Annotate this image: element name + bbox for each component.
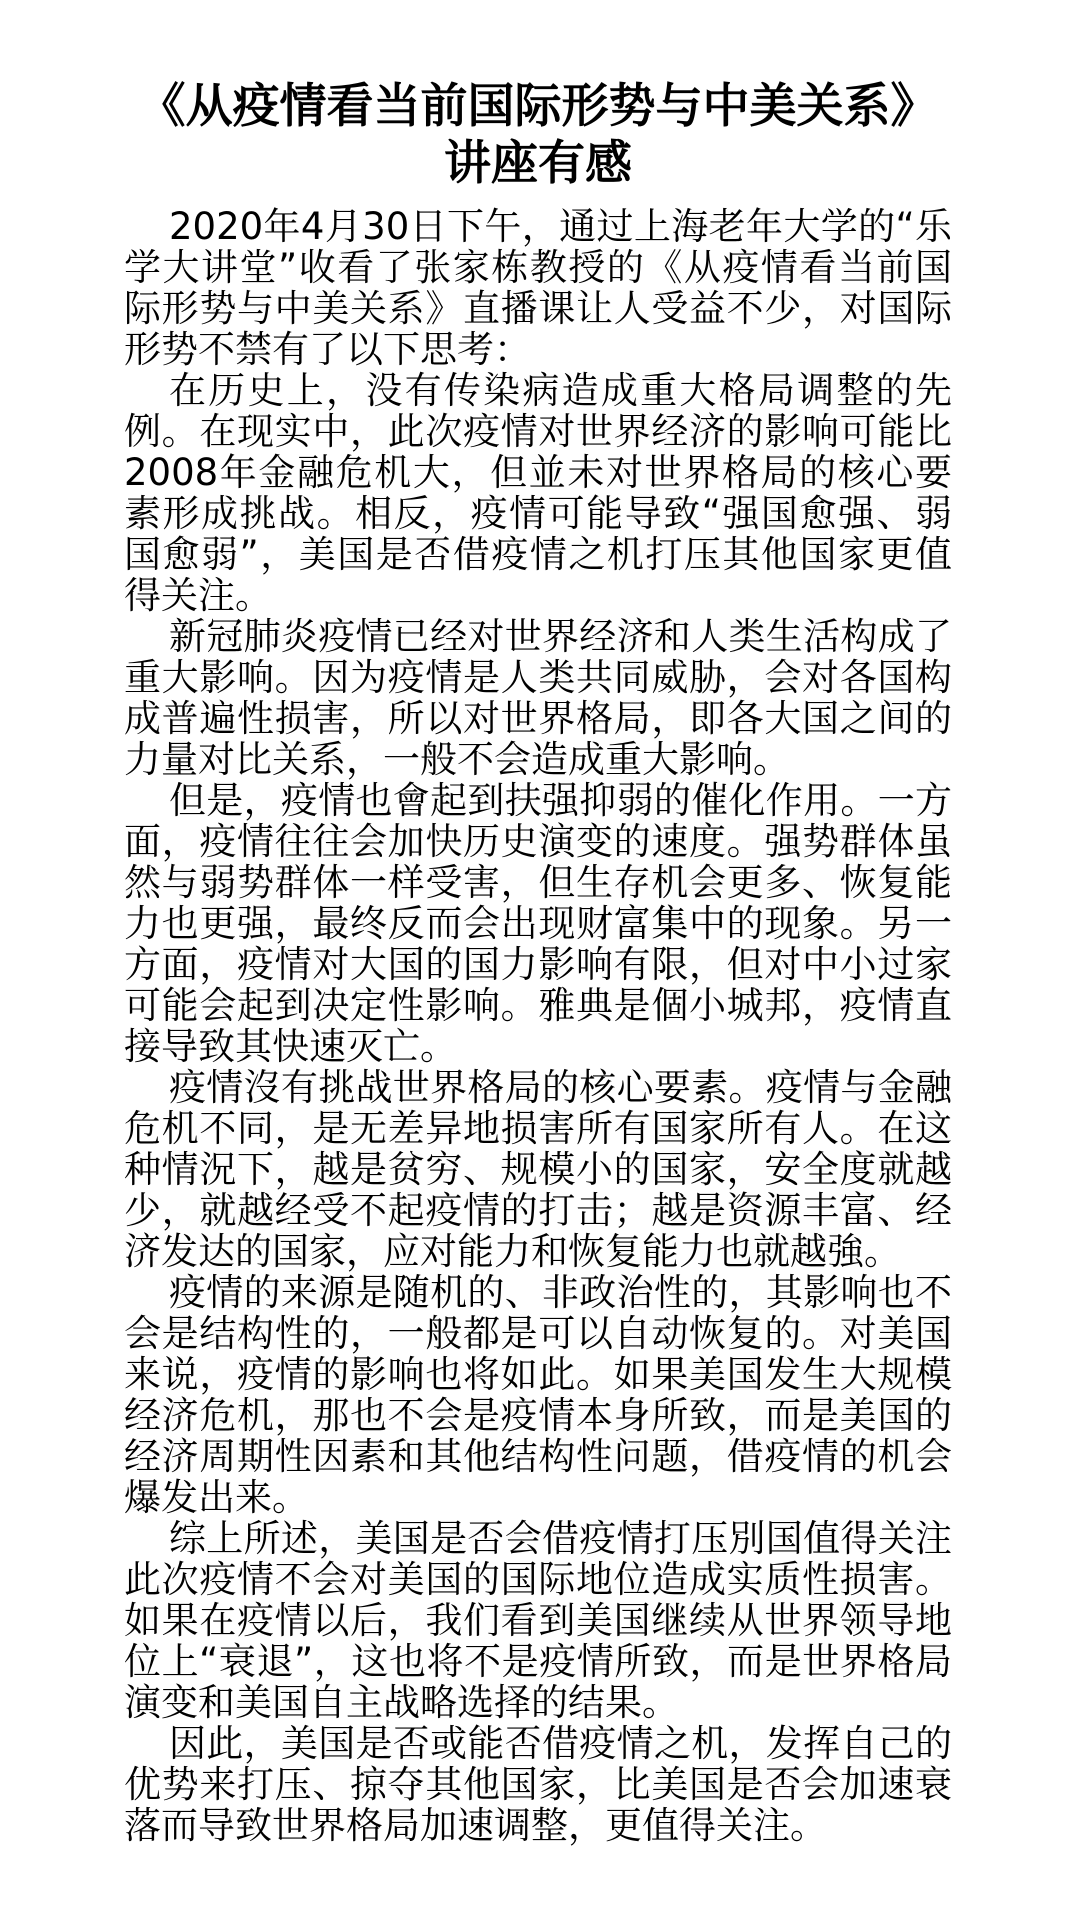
paragraph-3: 新冠肺炎疫情已经对世界经济和人类生活构成了重大影响。因为疫情是人类共同威胁，会对各国构成普遍性损害，所以对世界格局，即各大国之间的力量对比关系，一般不会造成重大影响。 <box>124 615 952 781</box>
document-content <box>124 78 952 1846</box>
paragraph-5: 疫情沒有挑战世界格局的核心要素。疫情与金融危机不同，是无差异地损害所有国家所有人。在这种情況下，越是贫穷、规模小的国家，安全度就越少，就越经受不起疫情的打击；越是资源丰富、经济发达的国家，应对能力和恢复能力也就越強。 <box>124 1066 952 1273</box>
paragraph-2: 在历史上，没有传染病造成重大格局调整的先例。在现实中，此次疫情对世界经济的影响可能比2008年金融危机大，但並未对世界格局的核心要素形成挑战。相反，疫情可能导致“强国愈强、弱国愈弱”，美国是否借疫情之机打压其他国家更值得关注。 <box>124 369 952 617</box>
paragraph-4: 但是，疫情也會起到扶强抑弱的催化作用。一方面，疫情往往会加快历史演变的速度。强势群体虽然与弱势群体一样受害，但生存机会更多、恢复能力也更强，最终反而会出现财富集中的现象。另一方面，疫情对大国的国力影响有限，但对中小过家可能会起到决定性影响。雅典是個小城邦，疫情直接导致其快速灭亡。 <box>124 779 952 1068</box>
paragraph-8: 因此，美国是否或能否借疫情之机，发挥自己的优势来打压、掠夺其他国家，比美国是否会加速衰落而导致世界格局加速调整，更值得关注。 <box>124 1722 952 1847</box>
document-title <box>124 78 952 192</box>
document-title-line1: 《从疫情看当前国际形势与中美关系》 <box>138 79 938 134</box>
paragraph-1: 2020年4月30日下午，通过上海老年大学的“乐学大讲堂”收看了张家栋教授的《从疫情看当前国际形势与中美关系》直播课让人受益不少，对国际形势不禁有了以下思考： <box>124 205 952 371</box>
document-body <box>124 206 952 1846</box>
document-title-line2: 讲座有感 <box>444 136 632 191</box>
paragraph-6: 疫情的来源是随机的、非政治性的，其影响也不会是结构性的，一般都是可以自动恢复的。对美国来说，疫情的影响也将如此。如果美国发生大规模经济危机，那也不会是疫情本身所致，而是美国的经济周期性因素和其他结构性问题，借疫情的机会爆发出来。 <box>124 1271 952 1519</box>
paragraph-7: 综上所述，美国是否会借疫情打压別国值得关注此次疫情不会对美国的国际地位造成实质性损害。如果在疫情以后，我们看到美国继续从世界领导地位上“衰退”，这也将不是疫情所致，而是世界格局演变和美国自主战略选择的结果。 <box>124 1517 952 1724</box>
